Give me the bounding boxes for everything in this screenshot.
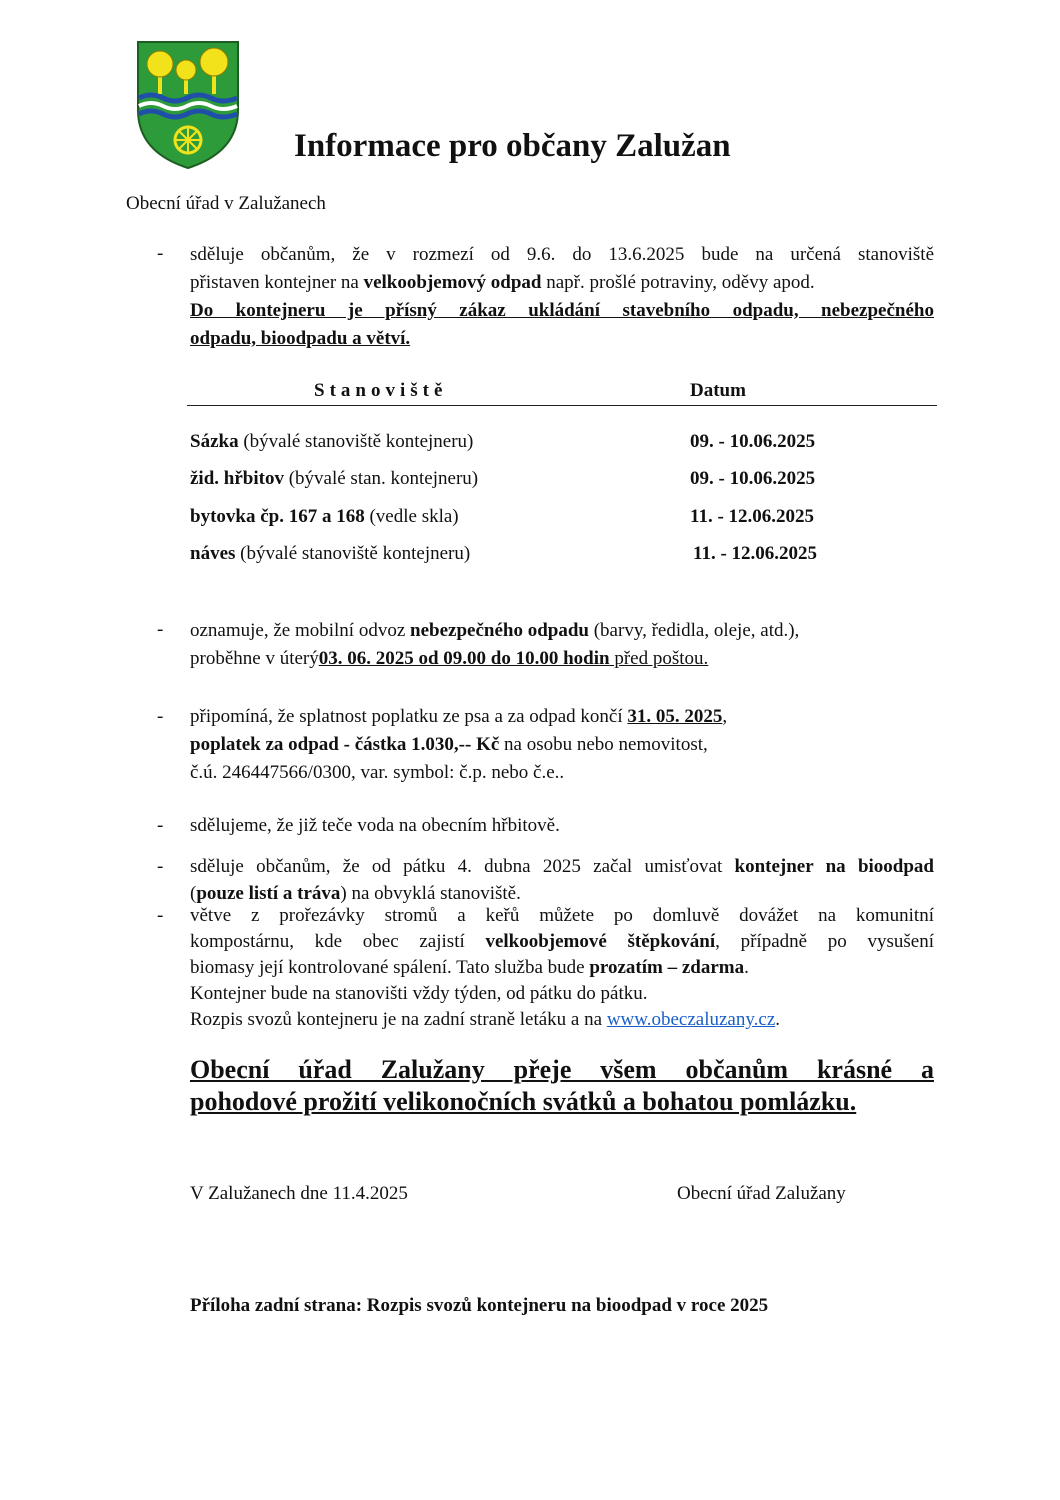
signature: Obecní úřad Zalužany [677, 1183, 846, 1204]
table-header-date: Datum [690, 380, 746, 401]
table-row [190, 543, 890, 569]
bullet-dash: - [157, 243, 164, 264]
text: , případně po vysušení [715, 931, 934, 952]
notice-line [190, 703, 934, 731]
notice-line [190, 269, 934, 297]
notice-line [190, 929, 934, 955]
bullet-dash: - [157, 619, 164, 640]
bold-text: velkoobjemové štěpkování [485, 931, 716, 952]
bold-text: prozatím – zdarma [589, 957, 745, 978]
row-date: 11. - 12.06.2025 [693, 543, 818, 564]
text: Rozpis svozů kontejneru je na zadní straně letáku a na [190, 1009, 607, 1030]
text: přistaven kontejner na [190, 272, 364, 293]
branches-notice [190, 903, 934, 1033]
bold-text: poplatek za odpad - částka 1.030,-- Kč [190, 734, 500, 755]
attachment-note: Příloha zadní strana: Rozpis svozů kontejneru na bioodpad v roce 2025 [190, 1295, 769, 1316]
table-row [190, 468, 890, 494]
greeting-line: Obecní úřad Zalužany přeje všem občanům krásné a [190, 1055, 934, 1084]
row-note: (bývalé stan. kontejneru) [283, 468, 479, 489]
text: , [722, 706, 728, 727]
text: na osobu nebo nemovitost, [499, 734, 708, 755]
row-date: 11. - 12.06.2025 [690, 506, 815, 527]
row-note: (vedle skla) [364, 506, 459, 527]
bold-text: velkoobjemový odpad [363, 272, 542, 293]
website-link[interactable]: www.obeczaluzany.cz [606, 1009, 776, 1030]
bullet-dash: - [157, 815, 164, 836]
text: sděluje občanům, že od pátku 4. dubna 2025 začal umisťovat [190, 856, 735, 877]
table-row [190, 506, 890, 532]
hazardous-waste-notice [190, 617, 934, 673]
place-and-date: V Zalužanech dne 11.4.2025 [190, 1183, 408, 1204]
notice-line [190, 1007, 934, 1033]
notice-line: č.ú. 246447566/0300, var. symbol: č.p. nebo č.e.. [190, 762, 565, 783]
container-notice [190, 241, 934, 353]
notice-line: Kontejner bude na stanovišti vždy týden, od pátku do pátku. [190, 983, 648, 1004]
notice-line [190, 853, 934, 880]
coat-of-arms-logo [136, 40, 240, 170]
text: proběhne v úterý [190, 648, 319, 669]
row-note: (bývalé stanoviště kontejneru) [235, 543, 471, 564]
bold-text: kontejner na bioodpad [734, 856, 934, 877]
notice-line: sdělujeme, že již teče voda na obecním hřbitově. [190, 815, 560, 836]
row-place: náves [190, 543, 236, 564]
text: připomíná, že splatnost poplatku ze psa a za odpad končí [190, 706, 628, 727]
text: . [775, 1009, 781, 1030]
water-notice [190, 812, 934, 840]
bold-text: 31. 05. 2025 [627, 706, 723, 727]
text: před poštou. [609, 648, 709, 669]
table-divider [187, 405, 937, 406]
text: (barvy, ředidla, oleje, atd.), [588, 620, 800, 641]
fee-notice [190, 703, 934, 787]
page-title: Informace pro občany Zalužan [294, 128, 731, 164]
notice-line [190, 731, 934, 759]
bullet-dash: - [157, 905, 164, 926]
bullet-dash: - [157, 856, 164, 877]
text: oznamuje, že mobilní odvoz [190, 620, 411, 641]
text: ) na obvyklá stanoviště. [340, 883, 521, 904]
table-row [190, 431, 890, 457]
text: biomasy její kontrolované spálení. Tato služba bude [190, 957, 590, 978]
text: např. prošlé potraviny, oděvy apod. [541, 272, 815, 293]
notice-line: větve z prořezávky stromů a keřů můžete po domluvě dovážet na komunitní [190, 905, 934, 926]
text: ( [190, 883, 197, 904]
easter-greeting [190, 1054, 934, 1118]
notice-line: sděluje občanům, že v rozmezí od 9.6. do 13.6.2025 bude na určená stanoviště [190, 244, 934, 265]
row-date: 09. - 10.06.2025 [690, 431, 816, 452]
text: . [744, 957, 749, 978]
text: kompostárnu, kde obec zajistí [190, 931, 486, 952]
bold-text: pouze listí a tráva [196, 883, 341, 904]
table-header-location: Stanoviště [314, 380, 448, 401]
prohibition-line: Do kontejneru je přísný zákaz ukládání stavebního odpadu, nebezpečného [190, 300, 934, 321]
bold-text: nebezpečného odpadu [410, 620, 589, 641]
office-name: Obecní úřad v Zalužanech [126, 193, 326, 214]
notice-line [190, 617, 934, 645]
bold-text: 03. 06. 2025 od 09.00 do 10.00 hodin [318, 648, 610, 669]
notice-line [190, 955, 934, 981]
prohibition-line: odpadu, bioodpadu a větví. [190, 328, 411, 349]
row-date: 09. - 10.06.2025 [690, 468, 816, 489]
row-place: bytovka čp. 167 a 168 [190, 506, 365, 527]
greeting-line: pohodové prožití velikonočních svátků a bohatou pomlázku. [190, 1087, 857, 1116]
notice-line [190, 645, 934, 673]
row-place: žid. hřbitov [190, 468, 284, 489]
bullet-dash: - [157, 706, 164, 727]
row-place: Sázka [190, 431, 239, 452]
biowaste-notice [190, 853, 934, 907]
row-note: (bývalé stanoviště kontejneru) [238, 431, 474, 452]
